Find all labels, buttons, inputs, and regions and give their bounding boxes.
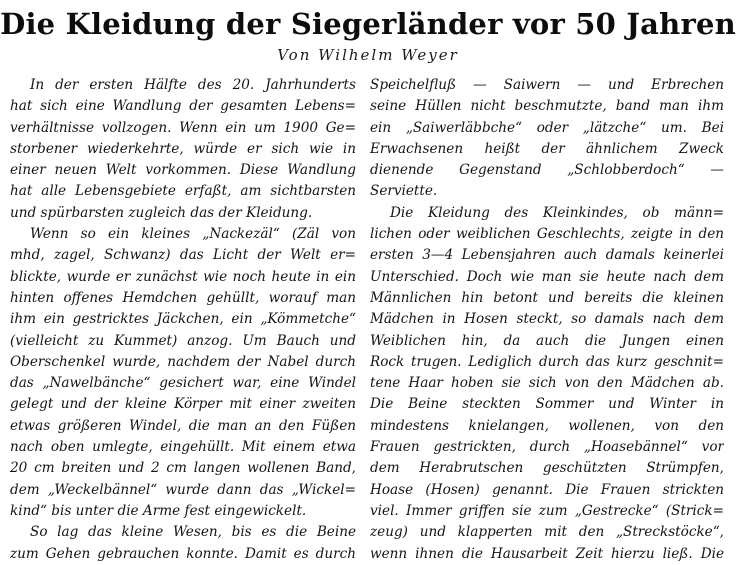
text-line: tene Haar hoben sie sich von den Mädchen ab.: [370, 375, 724, 392]
text-line: So lag das kleine Wesen, bis es die Beine: [30, 524, 356, 541]
text-line: verhältnisse vollzogen. Wenn ein um 1900 Ge=: [10, 119, 356, 136]
text-line: (vielleicht zu Kummet) anzog. Um Bauch und: [10, 332, 356, 349]
text-line: das „Nawelbänche“ gesichert war, eine Windel: [10, 375, 356, 392]
text-line: zeug) und klapperten mit den „Streckstöcke“,: [370, 524, 724, 541]
text-line: Die Beine steckten Sommer und Winter in: [370, 396, 724, 413]
text-line: Erwachsenen heißt der ähnlichem Zweck: [370, 140, 724, 157]
text-line: hat alle Lebensgebiete erfaßt, am sichtbarsten: [10, 183, 356, 200]
text-line: Die Kleidung des Kleinkindes, ob männ=: [390, 204, 724, 221]
text-line: Weiblichen hin, da auch die Jungen einen: [370, 332, 724, 349]
text-line: Frauen gestrickten, durch „Hoasebännel“ vor: [370, 439, 724, 456]
text-line: gelegt und der kleine Körper mit einer zweiten: [10, 396, 356, 413]
text-column-right: [370, 75, 724, 565]
text-line: mhd, zagel, Schwanz) das Licht der Welt er=: [10, 247, 356, 264]
text-line: blickte, wurde er zunächst wie noch heute in ein: [10, 268, 356, 285]
text-line: etwas größeren Windel, die man an den Füßen: [10, 417, 356, 434]
text-line: 20 cm breiten und 2 cm langen wollenen Band,: [10, 460, 356, 477]
text-line: lichen oder weiblichen Geschlechts, zeigte in den: [370, 226, 724, 243]
text-line: nach oben umlegte, eingehüllt. Mit einem etwa: [10, 439, 356, 456]
text-line: Hoase (Hosen) genannt. Die Frauen strickten: [370, 481, 724, 498]
text-line: dienende Gegenstand „Schlobberdoch“ —: [370, 162, 724, 179]
text-line: Speichelfluß — Saiwern — und Erbrechen: [370, 77, 724, 93]
text-line: mindestens knielangen, wollenen, von den: [370, 417, 724, 434]
text-line: hat sich eine Wandlung der gesamten Lebens=: [10, 98, 356, 115]
text-line: kind“ bis unter die Arme fest eingewickelt.: [10, 502, 307, 519]
text-line: seine Hüllen nicht beschmutzte, band man ihm: [370, 98, 724, 115]
text-line: Mädchen in Hosen steckt, so damals nach dem: [370, 311, 724, 328]
text-line: zum Gehen gebrauchen konnte. Damit es durch: [10, 545, 356, 562]
text-line: Serviette.: [370, 183, 438, 200]
text-line: Rock trugen. Lediglich durch das kurz geschnit=: [370, 353, 724, 370]
text-line: dem Herabrutschen geschützten Strümpfen,: [370, 460, 724, 477]
text-line: einer neuen Welt vorkommen. Diese Wandlung: [10, 162, 356, 179]
text-line: dem „Weckelbännel“ wurde dann das „Wickel=: [10, 481, 356, 498]
text-line: wenn ihnen die Hausarbeit Zeit hierzu ließ. Die: [370, 545, 724, 562]
text-line: Wenn so ein kleines „Nackezäl“ (Zäl von: [30, 226, 356, 243]
text-line: ihm ein gestricktes Jäckchen, ein „Kömmetche“: [10, 311, 356, 328]
text-line: ein „Saiwerläbbche“ oder „lätzche“ um. Bei: [370, 119, 724, 136]
text-line: ersten 3—4 Lebensjahren auch damals keinerlei: [370, 247, 724, 264]
text-line: Oberschenkel wurde, nachdem der Nabel durch: [10, 353, 356, 370]
text-line: In der ersten Hälfte des 20. Jahrhunderts: [30, 77, 356, 93]
article-title: Die Kleidung der Siegerländer vor 50 Jahren: [0, 7, 736, 41]
text-column-left: [10, 75, 356, 565]
text-line: und spürbarsten zugleich das der Kleidung.: [10, 204, 313, 221]
text-line: Männlichen hin betont und bereits die kleinen: [370, 289, 724, 306]
text-line: Unterschied. Doch wie man sie heute nach dem: [370, 268, 724, 285]
article-byline: Von Wilhelm Weyer: [277, 46, 459, 64]
text-line: hinten offenes Hemdchen gehüllt, worauf man: [10, 289, 356, 306]
text-line: storbener wiederkehrte, würde er sich wie in: [10, 140, 356, 157]
text-line: viel. Immer griffen sie zum „Gestrecke“ (Strick=: [370, 502, 724, 519]
